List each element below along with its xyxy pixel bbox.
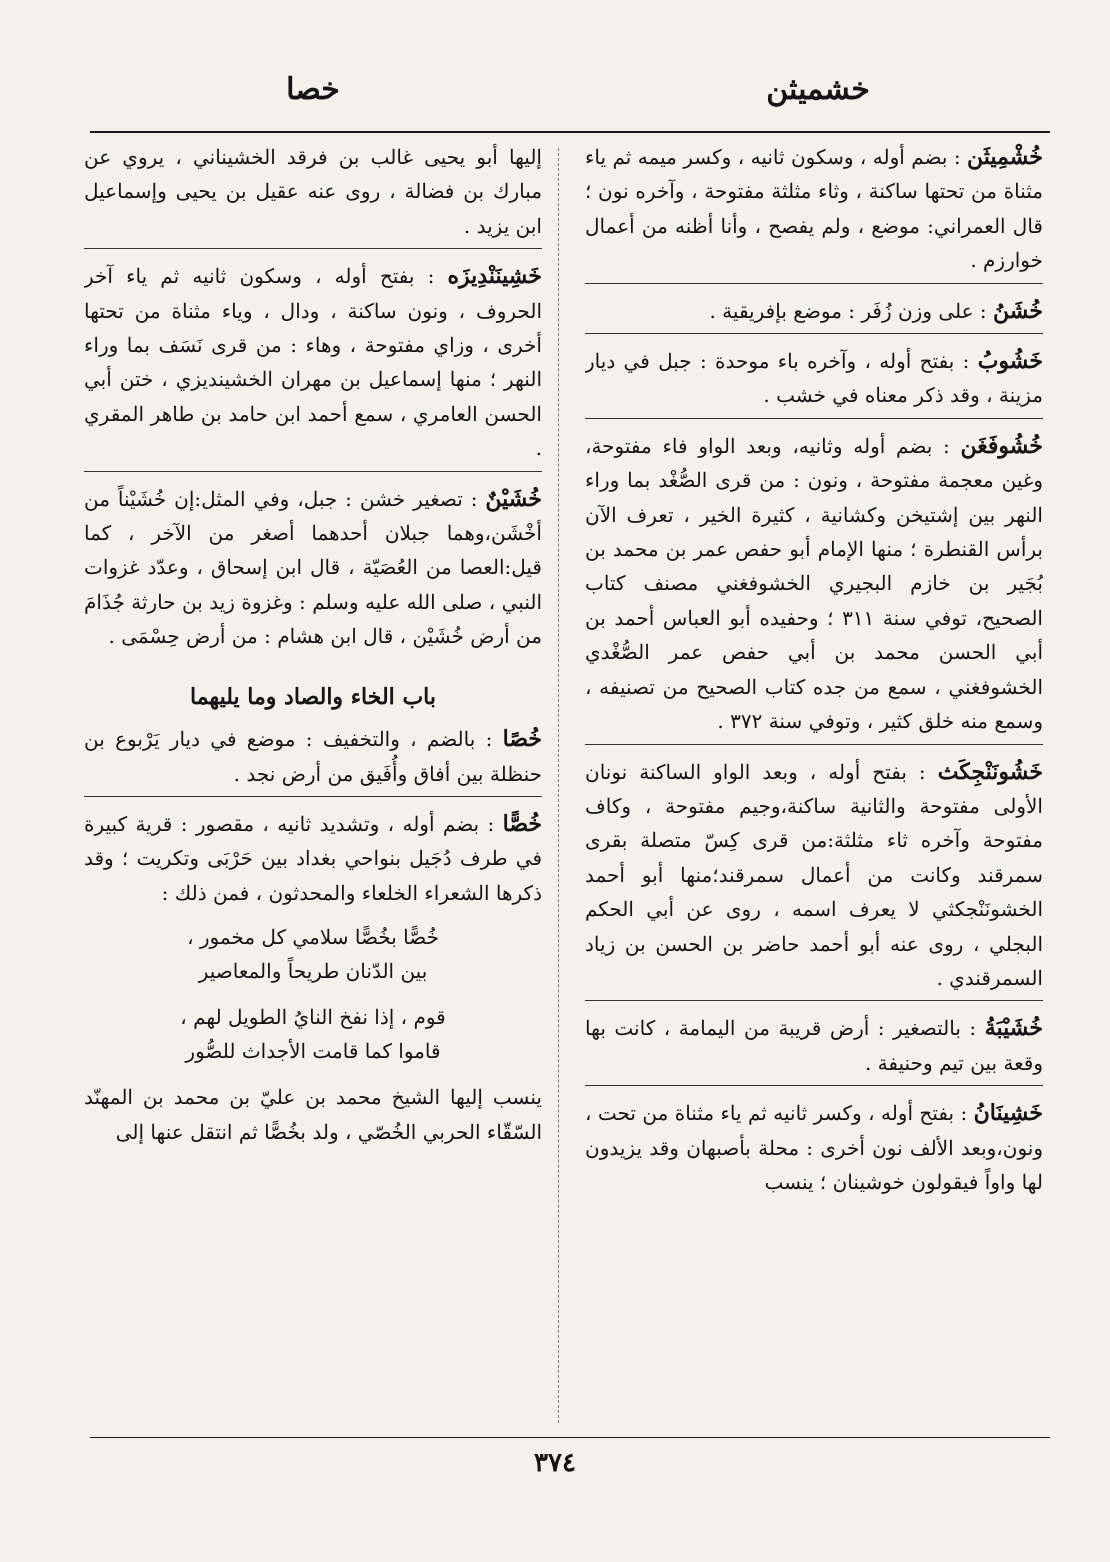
header-headword-right: خشميثن	[766, 72, 870, 107]
entry-text: : بضم أوله ، وسكون ثانيه ، وكسر ميمه ثم ياء مثناة من تحتها ساكنة ، وثاء مثلثة مفتوحة ، وآخره نون ؛ قال العمراني: موضع ، ولم يفصح ، وأنا أظنه من أعمال خوارزم .	[585, 145, 1043, 273]
entry-text: : بفتح أوله ، وكسر ثانيه ثم ياء مثناة من تحت ، ونون،وبعد الألف نون أخرى : محلة بأصبهان وقد يزيدون لها واواً فيقولون خوشينان ؛ ينسب	[585, 1101, 1043, 1194]
entry	[585, 344, 1043, 419]
entry-headword: خُشَيْبَةُ	[984, 1015, 1043, 1042]
verse-line: بين الدّنان طريحاً والمعاصير	[198, 959, 428, 984]
entry-text: : تصغير خشن : جبل، وفي المثل:إن خُشَيْناً من أخْشَن،وهما جبلان أحدهما أصغر من الآخر ، كما قيل:العصا من العُصَيّة ، قال ابن إسحاق ، وعدّد غزوات النبي ، صلى الله عليه وسلم : وغزوة زيد بن حارثة جُذَامَ من أرض خُشَيْن ، قال ابن هشام : من أرض حِسْمَى .	[84, 486, 542, 649]
verse-line: خُصًّا بخُصًّا سلامي كل مخمور ،	[187, 925, 439, 950]
entry-headword: خَشِينَنْدِيزَه	[447, 263, 542, 290]
page-number: ٣٧٤	[534, 1448, 576, 1478]
column-divider	[558, 148, 559, 1423]
entry	[84, 140, 542, 249]
entry-headword: خُصًا	[502, 726, 542, 753]
verse-line: قوم ، إذا نفخ النايُ الطويل لهم ،	[180, 1005, 446, 1030]
entry	[585, 755, 1043, 1002]
header-headword-left: خصا	[286, 72, 340, 107]
verse	[84, 1000, 542, 1068]
left-column	[84, 140, 542, 1430]
entry	[84, 259, 542, 471]
right-column	[585, 140, 1043, 1430]
entry-text: : بالضم ، والتخفيف : موضع في ديار يَرْبوع بن حنظلة بين أفاق وأُفَيق من أرض نجد .	[84, 727, 542, 786]
entry-headword: خُشُوفَغَن	[960, 432, 1043, 459]
verse-line: قاموا كما قامت الأجداث للصُّور	[185, 1039, 441, 1064]
entry	[84, 807, 542, 910]
entry-text: : بفتح أوله ، وسكون ثانيه ثم ياء آخر الحروف ، ونون ساكنة ، ودال ، وياء مثناة من تحتها أخرى ، وزاي مفتوحة ، وهاء : من قرى نَسَف بما وراء النهر ؛ منها إسماعيل بن مهران الخشينديزي ، ختن أبي الحسن العامري ، سمع أحمد ابن حامد بن طاهر المقري .	[84, 264, 542, 461]
bottom-rule	[90, 1437, 1050, 1438]
entry-headword: خُشَيْنٌ	[485, 485, 542, 512]
entry-headword: خُصًّا	[502, 810, 542, 837]
entry	[585, 1096, 1043, 1199]
entry-headword: خُشَنُ	[993, 297, 1043, 324]
entry	[585, 294, 1043, 334]
entry	[585, 140, 1043, 284]
entry-text: : بضم أوله وثانيه، وبعد الواو فاء مفتوحة، وغين معجمة مفتوحة ، ونون : من قرى الصُّغْد بما وراء النهر بين إشتيخن وكشانية ، كثيرة الخير ، تعرف الآن برأس القنطرة ؛ منها الإمام أبو حفص عمر بن محمد بن بُجَير بن خازم البجيري الخشوفغني مصنف كتاب الصحيح، توفي سنة ٣١١ ؛ وحفيده أبو العباس أحمد بن أبي الحسن محمد بن أبي حفص عمر الصُّغْدي الخشوفغني ، سمع من جده كتاب الصحيح من تصنيفه ، وسمع منه خلق كثير ، وتوفي سنة ٣٧٢ .	[585, 433, 1043, 734]
entry-text: : على وزن زُفَر : موضع بإفريقية .	[709, 298, 994, 323]
entry-text: : بالتصغير : أرض قريبة من اليمامة ، كانت بها وقعة بين تيم وحنيفة .	[585, 1016, 1043, 1075]
entry-headword: خَشُونَنْجِكَث	[937, 758, 1043, 785]
entry-headword: خُشْمِيثَن	[967, 144, 1043, 170]
entry-text: إليها أبو يحيى غالب بن فرقد الخشيناني ، يروي عن مبارك بن فضالة ، روى عنه عقيل بن يحيى وإسماعيل ابن يزيد .	[84, 145, 542, 238]
verse	[84, 920, 542, 988]
closing-text: ينسب إليها الشيخ محمد بن عليّ بن محمد بن المهنّد السّقّاء الحربي الخُصّي ، ولد بخُصًّا ثم انتقل عنها إلى	[84, 1085, 542, 1144]
entry-text: : بضم أوله ، وتشديد ثانيه ، مقصور : قرية كبيرة في طرف دُجَيل بنواحي بغداد بين حَرْبَى وتكريت ؛ وقد ذكرها الشعراء الخلعاء والمحدثون ، فمن ذلك :	[84, 811, 542, 905]
entry-headword: خَشُوبُ	[977, 348, 1043, 375]
entry-text: : بفتح أوله ، وآخره باء موحدة : جبل في ديار مزينة ، وقد ذكر معناه في خشب .	[585, 349, 1043, 408]
entry-text: : بفتح أوله ، وبعد الواو الساكنة نونان الأولى مفتوحة والثانية ساكنة،وجيم مفتوحة ، وكاف مفتوحة وآخره ثاء مثلثة:من قرى كِسّ متصلة بقرى سمرقند وكانت من أعمال سمرقند؛منها أبو أحمد الخشونَنْجكثي لا يعرف اسمه ، روى عن أبي الحكم البجلي ، روى عنه أبو أحمد حاضر بن الحسن بن زياد السمرقندي .	[585, 759, 1043, 990]
entry	[585, 1011, 1043, 1086]
entry	[585, 429, 1043, 745]
section-title: باب الخاء والصاد وما يليهما	[190, 683, 436, 710]
top-rule	[90, 131, 1050, 133]
entry-headword: خَشِينَانُ	[973, 1100, 1043, 1127]
entry	[84, 722, 542, 797]
entry	[84, 482, 542, 654]
